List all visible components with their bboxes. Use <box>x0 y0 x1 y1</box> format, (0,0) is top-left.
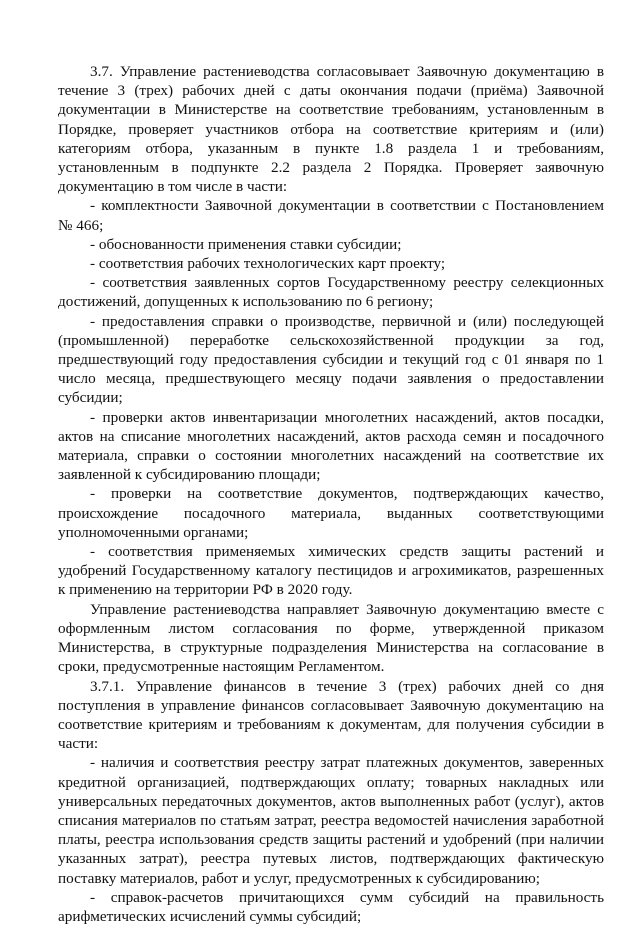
paragraph-3-7: 3.7. Управление растениеводства согласовывает Заявочную документацию в течение 3 (трех) рабочих дней с даты окончания подачи (приёма) Заявочной документации в Министерстве на соответствие требованиям, установленным в Порядке, проверяет участников отбора на соответствие критериям и (или) категориям отбора, указанным в пункте 1.8 раздела 1 и требованиям, установленным в подпункте 2.2 раздела 2 Порядка. Проверяет заявочную документацию в том числе в части: <box>58 63 604 196</box>
list-item-inventory-acts: - проверки актов инвентаризации многолетних насаждений, актов посадки, актов на списание многолетних насаждений, актов расхода семян и посадочного материала, справки о состоянии многолетних насаждений на соответствие их заявленной к субсидированию площади; <box>58 408 604 484</box>
paragraph-3-7-1: 3.7.1. Управление финансов в течение 3 (трех) рабочих дней со дня поступления в управление финансов согласовывает Заявочную документацию на соответствие критериям и требованиям к документам, для получения субсидии в части: <box>58 677 604 753</box>
list-item-planting-material: - проверки на соответствие документов, подтверждающих качество, происхождение посадочного материала, выданных соответствующими уполномоченными органами; <box>58 485 604 541</box>
list-item-production-certificate: - предоставления справки о производстве, первичной и (или) последующей (промышленной) переработке сельскохозяйственной продукции за год, предшествующий году предоставления субсидии и текущий год с 01 января по 1 число месяца, предшествующего месяцу подачи заявления о предоставлении субсидии; <box>58 312 604 407</box>
list-item-tech-maps: - соответствия рабочих технологических карт проекту; <box>90 255 446 273</box>
list-item-calculations: - справок-расчетов причитающихся сумм субсидий на правильность арифметических исчислений суммы субсидий; <box>58 888 604 925</box>
list-item-chemicals: - соответствия применяемых химических средств защиты растений и удобрений Государственному каталогу пестицидов и агрохимикатов, разрешенных к применению на территории РФ в 2020 году. <box>58 543 604 599</box>
list-item-varieties: - соответствия заявленных сортов Государственному реестру селекционных достижений, допущенных к использованию по 6 региону; <box>58 274 604 311</box>
list-item-subsidy-rate: - обоснованности применения ставки субсидии; <box>90 235 402 253</box>
paragraph-forwarding: Управление растениеводства направляет Заявочную документацию вместе с оформленным листом согласования по форме, утвержденной приказом Министерства, в структурные подразделения Министерства на согласование в сроки, предусмотренные настоящим Регламентом. <box>58 600 604 676</box>
document-page <box>58 62 604 926</box>
list-item-payment-documents: - наличия и соответствия реестру затрат платежных документов, заверенных кредитной организацией, подтверждающих оплату; товарных накладных или универсальных передаточных документов, актов выполненных работ (услуг), актов списания материалов по статьям затрат, реестра ведомостей начисления заработной платы, реестра использования средств защиты растений и удобрений (при наличии указанных затрат), реестра путевых листов, подтверждающих фактическую поставку материалов, работ и услуг, предусмотренных к субсидированию; <box>58 754 604 887</box>
list-item-completeness: - комплектности Заявочной документации в соответствии с Постановлением № 466; <box>58 197 604 234</box>
